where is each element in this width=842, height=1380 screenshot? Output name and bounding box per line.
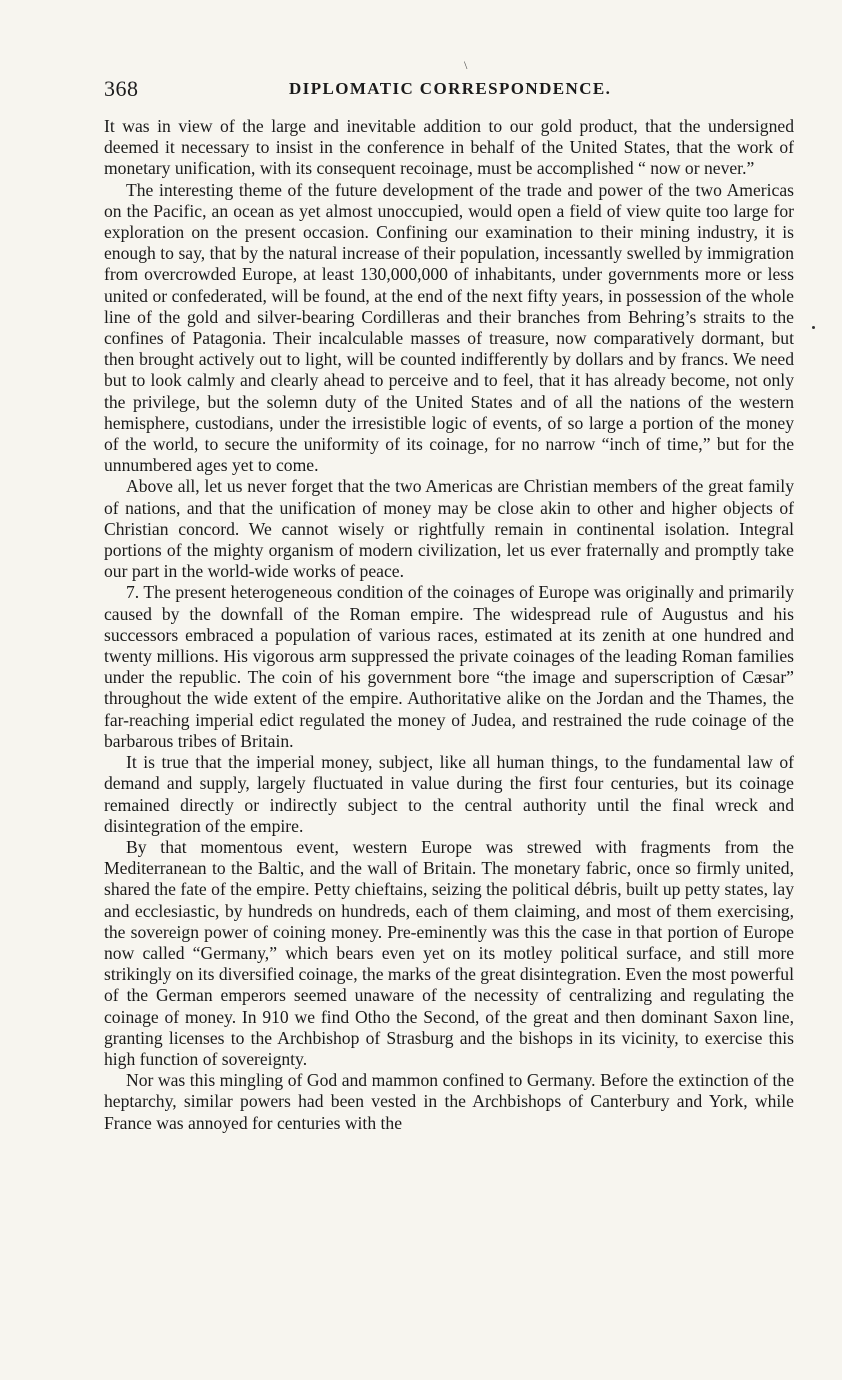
page-header [104,76,794,102]
paragraph-christian-concord: Above all, let us never forget that the two Americas are Christian members of the great family of nations, and that the unification of money may be close akin to other and higher objects of Christian concord. We cannot wisely or rightfully remain in continental isolation. Integral portions of the mighty organism of modern civilization, let us ever fraternally and promptly take our part in the world-wide works of peace. [104,476,794,582]
body-text [104,116,794,1134]
page-number: 368 [104,76,139,101]
stray-ink-mark: \ [464,58,468,72]
paragraph-gold-product: It was in view of the large and inevitable addition to our gold product, that the undersigned deemed it necessary to insist in the conference in behalf of the United States, that the work of monetary unification, with its consequent recoinage, must be accomplished “ now or never.” [104,116,794,179]
running-head: DIPLOMATIC CORRESPONDENCE. [289,79,612,98]
book-page [104,76,794,1134]
paragraph-god-and-mammon: Nor was this mingling of God and mammon confined to Germany. Before the extinction of the heptarchy, similar powers had been vested in the Archbishops of Canterbury and York, while France was annoyed for centuries with the [104,1070,794,1133]
paragraph-disintegration: By that momentous event, western Europe was strewed with fragments from the Mediterranean to the Baltic, and the wall of Britain. The monetary fabric, once so firmly united, shared the fate of the empire. Petty chieftains, seizing the political débris, built up petty states, lay and ecclesiastic, by hundreds on hundreds, each of them claiming, and most of them exercising, the sovereign power of coining money. Pre-eminently was this the case in that portion of Europe now called “Germany,” which bears even yet on its motley political surface, and still more strikingly on its diversified coinage, the marks of the great disintegration. Even the most powerful of the German emperors seemed unaware of the necessity of centralizing and regulating the coinage of money. In 910 we find Otho the Second, of the great and then dominant Saxon line, granting licenses to the Archbishop of Strasburg and the bishops in its vicinity, to exercise this high function of sovereignty. [104,836,794,1069]
ink-speck [812,326,815,329]
paragraph-americas-pacific: The interesting theme of the future development of the trade and power of the two Americas on the Pacific, an ocean as yet almost unoccupied, would open a field of view quite too large for exploration on the present occasion. Confining our examination to their mining industry, it is enough to say, that by the natural increase of their population, incessantly swelled by immigration from overcrowded Europe, at least 130,000,000 of inhabitants, under governments more or less united or confederated, will be found, at the end of the next fifty years, in possession of the whole line of the gold and silver-bearing Cordilleras and their branches from Behring’s straits to the confines of Patagonia. Their incalculable masses of treasure, now comparatively dormant, but then brought actively out to light, will be counted indifferently by dollars and by francs. We need but to look calmly and clearly ahead to perceive and to feel, that it has already become, not only the privilege, but the solemn duty of the United States and of all the nations of the western hemisphere, custodians, under the irresistible logic of events, of so large a portion of the money of the world, to secure the uniformity of its coinage, for no narrow “inch of time,” but for the unnumbered ages yet to come. [104,179,794,476]
paragraph-imperial-money: It is true that the imperial money, subject, like all human things, to the fundamental law of demand and supply, largely fluctuated in value during the first four centuries, but its coinage remained directly or indirectly subject to the central authority until the final wreck and disintegration of the empire. [104,752,794,836]
paragraph-roman-empire: 7. The present heterogeneous condition of the coinages of Europe was originally and primarily caused by the downfall of the Roman empire. The widespread rule of Augustus and his successors embraced a population of various races, estimated at its zenith at one hundred and twenty millions. His vigorous arm suppressed the private coinages of the leading Roman families under the republic. The coin of his government bore “the image and superscription of Cæsar” throughout the wide extent of the empire. Authoritative alike on the Jordan and the Thames, the far-reaching imperial edict regulated the money of Judea, and restrained the rude coinage of the barbarous tribes of Britain. [104,582,794,751]
